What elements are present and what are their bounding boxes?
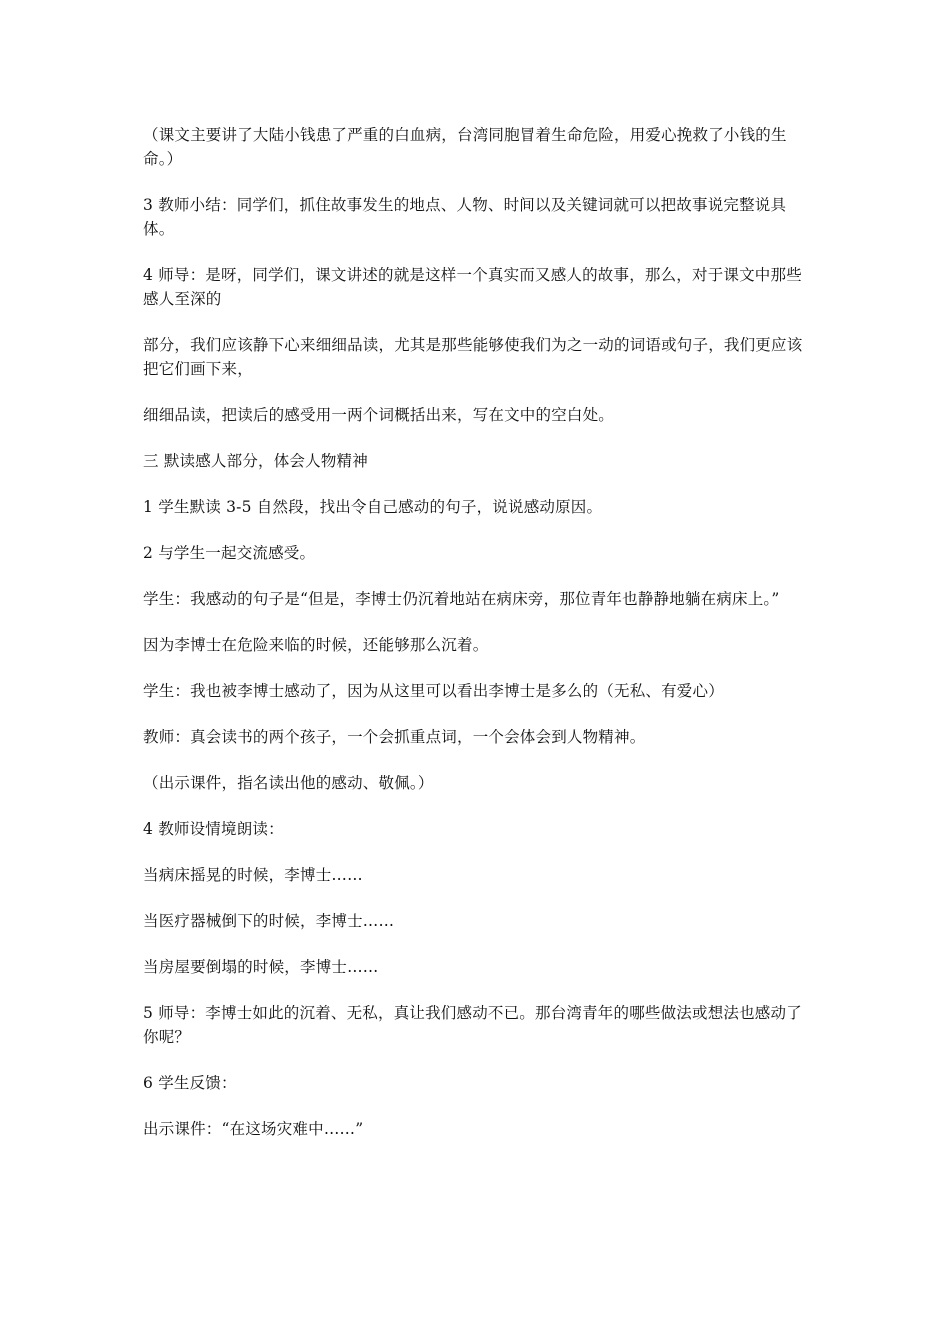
paragraph-scenario-3: 当房屋要倒塌的时候，李博士…… <box>143 958 379 976</box>
paragraph-scenario-2: 当医疗器械倒下的时候，李博士…… <box>143 912 395 930</box>
paragraph-summary: （课文主要讲了大陆小钱患了严重的白血病，台湾同胞冒着生命危险，用爱心挽救了小钱的生命。） <box>143 126 787 168</box>
paragraph-step-6: 6 学生反馈： <box>143 1074 237 1092</box>
document-body <box>143 123 813 1163</box>
paragraph-teacher-summary: 3 教师小结：同学们，抓住故事发生的地点、人物、时间以及关键词就可以把故事说完整说具体。 <box>143 196 787 238</box>
paragraph-step-4: 4 教师设情境朗读： <box>143 820 284 838</box>
paragraph-step-2: 2 与学生一起交流感受。 <box>143 544 316 562</box>
paragraph-teacher-guide-3: 细细品读，把读后的感受用一两个词概括出来，写在文中的空白处。 <box>143 406 615 424</box>
paragraph-scenario-1: 当病床摇晃的时候，李博士…… <box>143 866 363 884</box>
paragraph-step-1: 1 学生默读 3-5 自然段，找出令自己感动的句子，说说感动原因。 <box>143 498 603 516</box>
paragraph-student-1-reason: 因为李博士在危险来临的时候，还能够那么沉着。 <box>143 636 489 654</box>
paragraph-courseware-note: （出示课件，指名读出他的感动、敬佩。） <box>143 774 434 792</box>
paragraph-courseware-quote: 出示课件：“在这场灾难中……” <box>143 1120 364 1138</box>
paragraph-student-1: 学生：我感动的句子是“但是，李博士仍沉着地站在病床旁，那位青年也静静地躺在病床上。” <box>143 590 780 608</box>
paragraph-teacher-guide-2: 部分，我们应该静下心来细细品读，尤其是那些能够使我们为之一动的词语或句子，我们更应该把它们画下来， <box>143 336 803 378</box>
section-heading-silent-reading: 三 默读感人部分，体会人物精神 <box>143 452 368 470</box>
paragraph-student-2: 学生：我也被李博士感动了，因为从这里可以看出李博士是多么的（无私、有爱心） <box>143 682 724 700</box>
paragraph-teacher-comment: 教师：真会读书的两个孩子，一个会抓重点词，一个会体会到人物精神。 <box>143 728 646 746</box>
paragraph-teacher-guide-1: 4 师导：是呀，同学们，课文讲述的就是这样一个真实而又感人的故事，那么，对于课文中那些感人至深的 <box>143 266 802 308</box>
paragraph-step-5: 5 师导：李博士如此的沉着、无私，真让我们感动不已。那台湾青年的哪些做法或想法也感动了你呢？ <box>143 1004 802 1046</box>
